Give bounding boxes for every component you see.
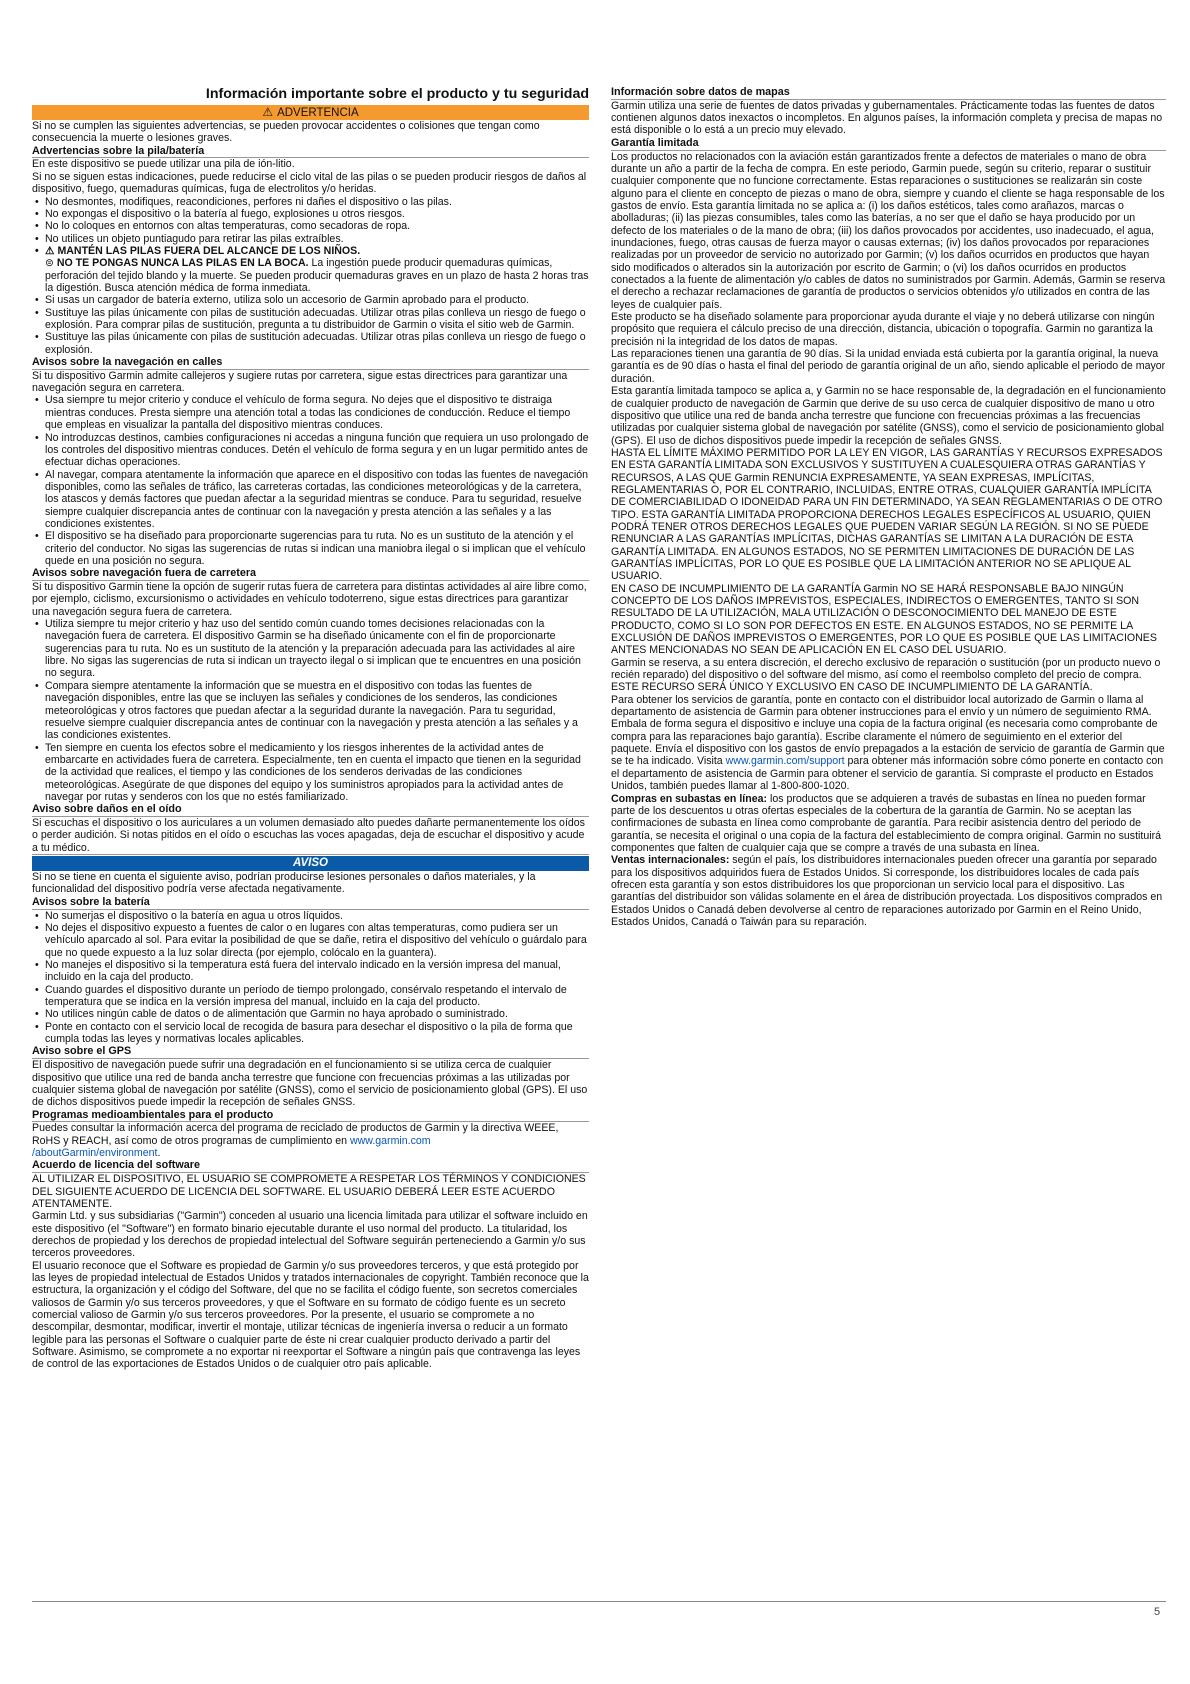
maps-heading: Información sobre datos de mapas [611,86,1166,100]
right-column [611,86,1166,928]
no-mouth-icon: ⊜ [45,257,57,270]
intl-paragraph [611,854,1166,928]
auction-text: los productos que se adquieren a través de subastas en línea no pueden formar parte de los descuentos u otras ofertas especiales de la cobertura de la garantía de Garmin. No se aceptan las confirmaciones de subasta en línea como comprobante de garantía. Para recibir asistencia dentro del periodo de garantía, se necesita el original o una copia de la factura del establecimiento de compra original. Garmin no sustituirá componentes que falten de cualquier caja que se compre a través de una subasta en línea. [611,792,1162,854]
gps-text: El dispositivo de navegación puede sufrir una degradación en el funcionamiento si se utiliza cerca de cualquier dispositivo que utilice una red de banda ancha terrestre que funcione con frecuencias próximas a las utilizadas por cualquier sistema global de navegación por satélite (GNSS), como el servicio de posicionamiento global (GPS). El uso de dichos dispositivos puede impedir la recepción de señales GNSS. [32,1059,588,1109]
list-item: • Ten siempre en cuenta los efectos sobre el medicamiento y los riesgos inherentes de la actividad antes de embarcarte en actividades fuera de carretera. Especialmente, ten en cuenta el impacto que tienen en la seguridad de la actividad que realices, el tiempo y las condiciones de los senderos derivadas de las condiciones meteorológicas. Asegúrate de que dispones del equipo y los suministros apropiados para la actividad antes de navegar por rutas y senderos con los que no estés familiarizado. [45,742,589,804]
list-item: • Utiliza siempre tu mejor criterio y haz uso del sentido común cuando tomes decisiones relacionadas con la navegación fuera de carretera. El dispositivo Garmin se ha diseñado únicamente con el fin de proporcionarte sugerencias para tu ruta. No es un sustituto de la atención y la preparación adecuada para las actividades al aire libre. No sigas las sugerencias de ruta si indican un trayecto ilegal o si implican que te encuentres en una posición no segura. [45,618,589,680]
warranty-p5: HASTA EL LÍMITE MÁXIMO PERMITIDO POR LA LEY EN VIGOR, LAS GARANTÍAS Y RECURSOS EXPRESADOS EN ESTA GARANTÍA LIMITADA SON EXCLUSIVOS Y SUSTITUYEN A CUALESQUIERA OTRAS GARANTÍAS Y RECURSOS, A LAS QUE Garmin RENUNCIA EXPRESAMENTE, YA SEAN EXPRESAS, IMPLÍCITAS, REGLAMENTARIAS O, POR EL CONTRARIO, INCLUIDAS, ENTRE OTRAS, CUALQUIER GARANTÍA IMPLÍCITA DE COMERCIABILIDAD O IDONEIDAD PARA UN FIN DETERMINADO, YA SEAN REGLAMENTARIAS O DE OTRO TIPO. ESTA GARANTÍA LIMITADA PROPORCIONA DERECHOS LEGALES ESPECÍFICOS AL USUARIO, QUIEN PODRÁ TENER OTROS DERECHOS LEGALES QUE PUEDEN VARIAR SEGÚN LA REGIÓN. SI NO SE PUEDE RENUNCIAR A LAS GARANTÍAS IMPLÍCITAS, DICHAS GARANTÍAS SE LIMITAN A LA DURACIÓN DE ESTA GARANTÍA LIMITADA. EN ALGUNOS ESTADOS, NO SE PERMITEN LIMITACIONES DE DURACIÓN DE LAS GARANTÍAS IMPLÍCITAS, POR LO QUE ES POSIBLE QUE LA LIMITACIÓN ANTERIOR NO SE APLIQUE AL USUARIO. [611,446,1163,583]
intl-label: Ventas internacionales: [611,854,730,867]
auction-label: Compras en subastas en línea: [611,792,768,805]
auction-paragraph [611,793,1166,855]
offroad-heading: Avisos sobre navegación fuera de carretera [32,567,589,581]
warranty-p3: Las reparaciones tienen una garantía de 90 días. Si la unidad enviada está cubierta por la garantía original, la nueva garantía es de 90 días o hasta el final del periodo de garantía original de un año, siendo aplicable el periodo de mayor duración. [611,348,1166,385]
battery-notice-heading: Avisos sobre la batería [32,896,589,910]
warranty-p8-a: Para obtener los servicios de garantía, ponte en contacto con el distribuidor local autorizado de Garmin o llama al departamento de asistencia de Garmin para obtener instrucciones para el envío y un número de seguimiento RMA. Embala de forma segura el dispositivo e incluye una copia de la factura original (es necesaria como comprobante de compra para las reparaciones bajo garantía). Escribe claramente el número de seguimiento en el exterior del paquete. Envía el dispositivo con los gastos de envío prepagados a la estación de servicio de garantía de Garmin que se te ha indicado. Visita [611,693,1165,768]
hearing-text: Si escuchas el dispositivo o los auriculares a un volumen demasiado alto puedes dañarte permanentemente los oídos o perder audición. Si notas pitidos en el oído o escuchas las voces apagadas, deja de escuchar el dispositivo y acude a tu médico. [32,817,589,855]
battery-list [32,196,589,356]
intl-text: según el país, los distribuidores internacionales pueden ofrecer una garantía por separado para los dispositivos adquiridos fuera de Estados Unidos. Si corresponde, los distribuidores locales de cada país ofrecen esta garantía y son estos distribuidores los que proporcionan un servicio local para el dispositivo. Las garantías del distribuidor son válidas solamente en el área de distribución proyectada. Los dispositivos comprados en Estados Unidos o Canadá deben devolverse al centro de reparaciones autorizado por Garmin en el Reino Unido, Estados Unidos, Canadá o Taiwán para su reparación. [611,854,1163,928]
warranty-p7: Garmin se reserva, a su entera discreción, el derecho exclusivo de reparación o sustitución (por un producto nuevo o recién reparado) del dispositivo o del software del mismo, así como el reembolso completo del precio de compra. ESTE RECURSO SERÁ ÚNICO Y EXCLUSIVO EN CASO DE INCUMPLIMIENTO DE LA GARANTÍA. [611,656,1161,694]
list-item: • No utilices ningún cable de datos o de alimentación que Garmin no haya aprobado o suministrado. [45,1008,589,1020]
page-number: 5 [1154,1606,1161,1618]
notice-banner: AVISO [32,856,589,871]
environment-link[interactable]: www.garmin.com /aboutGarmin/environment [32,1134,431,1160]
license-p3: El usuario reconoce que el Software es propiedad de Garmin y/o sus proveedores terceros, y que está protegido por las leyes de propiedad intelectual de Estados Unidos y tratados internacionales de copyright. También reconoce que la estructura, la organización y el código del Software, del que no se facilita el código fuente, son secretos comerciales valiosos de Garmin y/o sus terceros proveedores, y que el Software en su formato de código fuente es un secreto comercial valioso de Garmin y/o sus terceros proveedores. Por la presente, el usuario se compromete a no descompilar, desmontar, modificar, invertir el montaje, utilizar técnicas de ingeniería inversa o reducir a un formato legible para las personas el Software o cualquier parte de éste ni crear cualquier producto derivado a partir del Software. Asimismo, se compromete a no exportar ni reexportar el Software a ningún país que contravenga las leyes de control de las exportaciones de Estados Unidos o de cualquier otro país aplicable. [32,1259,589,1371]
list-item: • No dejes el dispositivo expuesto a fuentes de calor o en lugares con altas temperaturas, como pudiera ser un vehículo aparcado al sol. Para evitar la posibilidad de que se dañe, retira el dispositivo del vehículo o guárdalo para que no quede expuesto a la luz solar directa (por ejemplo, colócalo en la guantera). [45,922,589,959]
battery-notice-list [32,910,589,1046]
support-link[interactable]: www.garmin.com/support [725,755,845,768]
list-item: • Si usas un cargador de batería externo, utiliza solo un accesorio de Garmin aprobado para el producto. [45,294,589,306]
enviro-heading: Programas medioambientales para el producto [32,1109,589,1123]
warranty-heading: Garantía limitada [611,137,1166,151]
offroad-intro: Si tu dispositivo Garmin tiene la opción de sugerir rutas fuera de carretera para distintas actividades al aire libre como, por ejemplo, ciclismo, excursionismo o actividades en vehículo todoterreno, sigue estas directrices para garantizar una navegación segura fuera de carretera. [32,581,587,618]
page-title: Información importante sobre el producto y tu seguridad [205,86,589,102]
maps-text: Garmin utiliza una serie de fuentes de datos privadas y gubernamentales. Prácticamente todas las fuentes de datos contienen algunos datos inexactos o incompletos. En algunos países, la información completa y precisa de mapas no está disponible o lo está a un precio muy elevado. [611,99,1163,137]
license-heading: Acuerdo de licencia del software [32,1159,589,1173]
list-item [45,245,589,257]
list-item: • El dispositivo se ha diseñado para proporcionarte sugerencias para tu ruta. No es un sustituto de la atención y el criterio del conductor. No sigas las sugerencias de rutas si indican una maniobra ilegal o si implican que el vehículo quede en una posición no segura. [45,530,589,567]
list-item: • No introduzcas destinos, cambies configuraciones ni accedas a ninguna función que requiera un uso prolongado de los controles del dispositivo mientras conduces. Detén el vehículo de forma segura y en un lugar permitido antes de efectuar dichas operaciones. [45,432,589,469]
warranty-p8 [611,694,1166,793]
list-item: • No desmontes, modifiques, reacondiciones, perfores ni dañes el dispositivo o las pilas. [45,196,589,208]
street-list [32,394,589,567]
list-item: • No sumerjas el dispositivo o la batería en agua u otros líquidos. [45,910,589,922]
battery-heading: Advertencias sobre la pila/batería [32,145,589,159]
enviro-body: Puedes consultar la información acerca del programa de reciclado de productos de Garmin y la directiva WEEE, RoHS y REACH, así como de otros programas de cumplimiento en [32,1122,559,1147]
warning-intro: Si no se cumplen las siguientes advertencias, se pueden provocar accidentes o colisiones que tengan como consecuencia la muerte o lesiones graves. [32,120,540,145]
warranty-p1: Los productos no relacionados con la aviación están garantizados frente a defectos de materiales o mano de obra durante un año a partir de la fecha de compra. En este periodo, Garmin puede, según su criterio, reparar o sustituir cualquier componente que no funcione correctamente. Estas reparaciones o sustituciones se realizarán sin coste alguno para el cliente en concepto de piezas o mano de obra, siempre y cuando el cliente se haga responsable de los gastos de envío. Esta garantía limitada no se aplica a: (i) los daños estéticos, tales como arañazos, marcas o abolladuras; (ii) las piezas consumibles, tales como las baterías, a no ser que el daño se haya producido por un defecto de los materiales o de la mano de obra; (iii) los daños provocados por accidentes, uso inadecuado, el agua, inundaciones, fuego, otras causas de fuerza mayor o causas externas; (iv) los daños provocados por reparaciones realizadas por un proveedor de servicio no autorizado por Garmin; (v) los daños ocurridos en productos que hayan sido modificados o alterados sin la autorización por escrito de Garmin; o (vi) los daños ocurridos en productos conectados a la fuente de alimentación y/o cables de datos no suministrados por Garmin. Además, Garmin se reserva el derecho a rechazar reclamaciones de garantía de productos o servicios obtenidos y/o utilizados en contra de las leyes de cualquier país. [611,150,1166,311]
warning-label: ADVERTENCIA [277,107,359,119]
list-item: • Usa siempre tu mejor criterio y conduce el vehículo de forma segura. No dejes que el dispositivo te distraiga mientras conduces. Presta siempre una atención total a todas las condiciones de conducción. Reduce el tiempo que empleas en visualizar la pantalla del dispositivo mientras conduces. [45,394,589,431]
offroad-list [32,618,589,803]
warranty-p4: Esta garantía limitada tampoco se aplica a, y Garmin no se hace responsable de, la degradación en el funcionamiento de cualquier producto de navegación de Garmin que derive de su uso cerca de cualquier dispositivo de mano u otro dispositivo que utilice una red de banda ancha terrestre que funcione con frecuencias próximas a las frecuencias utilizadas por cualquier sistema global de navegación por satélite (GNSS), como el servicio de posicionamiento global (GPS). El uso de dichos dispositivos puede impedir la recepción de señales GNSS. [611,385,1166,447]
list-item: • Sustituye las pilas únicamente con pilas de sustitución adecuadas. Utilizar otras pilas conlleva un riesgo de fuego o explosión. [45,331,589,356]
list-item: • No lo coloques en entornos con altas temperaturas, como secadoras de ropa. [45,220,589,232]
battery-p2: Si no se siguen estas indicaciones, puede reducirse el ciclo vital de las pilas o se pueden producir riesgos de daños al dispositivo, fuego, quemaduras químicas, fuga de electrolitos y/o heridas. [32,170,587,196]
warranty-p8-b: para obtener más información sobre cómo ponerte en contacto con el departamento de asistencia de Garmin para obtener el servicio de garantía. Si compraste el producto en Estados Unidos, también puedes llamar al 1-800-800-1020. [611,755,1164,793]
left-column [32,86,589,1371]
list-item: • Cuando guardes el dispositivo durante un período de tiempo prolongado, consérvalo respetando el intervalo de temperatura que se indica en la versión impresa del manual, incluido en la caja del producto. [45,984,589,1009]
kids-warning: MANTÉN LAS PILAS FUERA DEL ALCANCE DE LOS NIÑOS. [57,244,361,257]
street-intro: Si tu dispositivo Garmin admite callejeros y sugiere rutas por carretera, sigue estas directrices para garantizar una navegación segura en carretera. [32,369,568,395]
list-item: • Ponte en contacto con el servicio local de recogida de basura para desechar el dispositivo o la pila de forma que cumpla todas las leyes y normativas locales aplicables. [45,1021,589,1046]
footer-rule [32,1601,1166,1602]
warranty-p2: Este producto se ha diseñado solamente para proporcionar ayuda durante el viaje y no deberá utilizarse con ningún propósito que requiera el cálculo preciso de una dirección, distancia, ubicación o topografía. Garmin no garantiza la precisión ni la integridad de los datos de mapas. [611,311,1155,348]
list-item: • Sustituye las pilas únicamente con pilas de sustitución adecuadas. Utilizar otras pilas conlleva un riesgo de fuego o explosión. Para comprar pilas de sustitución, pregunta a tu distribuidor de Garmin o visita el sitio web de Garmin. [45,307,589,332]
license-p1: AL UTILIZAR EL DISPOSITIVO, EL USUARIO SE COMPROMETE A RESPETAR LOS TÉRMINOS Y CONDICIONES DEL SIGUIENTE ACUERDO DE LICENCIA DEL SOFTWARE. EL USUARIO DEBERÁ LEER ESTE ACUERDO ATENTAMENTE. [32,1173,586,1210]
battery-p1: En este dispositivo se puede utilizar una pila de ión-litio. [32,158,295,171]
list-item: • No expongas el dispositivo o la batería al fuego, explosiones u otros riesgos. [45,208,589,220]
caution-triangle-icon: ⚠ [45,244,58,257]
hearing-heading: Aviso sobre daños en el oído [32,803,589,817]
mouth-warning: NO TE PONGAS NUNCA LAS PILAS EN LA BOCA. [56,257,309,270]
gps-heading: Aviso sobre el GPS [32,1045,589,1059]
notice-intro: Si no se tiene en cuenta el siguiente aviso, podrían producirse lesiones personales o daños materiales, y la funcionalidad del dispositivo podría verse afectada negativamente. [32,871,536,896]
street-heading: Avisos sobre la navegación en calles [32,356,589,370]
license-p2: Garmin Ltd. y sus subsidiarias ("Garmin") conceden al usuario una licencia limitada para utilizar el software incluido en este dispositivo (el "Software") en formato binario ejecutable durante el uso normal del producto. La titularidad, los derechos de propiedad y los derechos de propiedad intelectual del Software seguirán perteneciendo a Garmin y/o sus terceros proveedores. [32,1210,588,1260]
warning-banner [32,105,589,120]
enviro-end: . [157,1147,161,1160]
list-item: • Compara siempre atentamente la información que se muestra en el dispositivo con todas las fuentes de navegación disponibles, entre las que se incluyen las señales y condiciones de los senderos, las condiciones meteorológicas y otros factores que puedan afectar a la seguridad durante la navegación. Para tu seguridad, resuelve siempre cualquier discrepancia antes de continuar con la navegación y presta atención a las señales y a las condiciones existentes. [45,680,589,742]
enviro-text [32,1122,589,1159]
list-item [45,257,589,294]
list-item: • No utilices un objeto puntiagudo para retirar las pilas extraíbles. [45,233,589,245]
warning-triangle-icon: ⚠ [262,105,274,119]
mouth-text: La ingestión puede producir quemaduras químicas, perforación del tejido blando y la muerte. Se pueden producir quemaduras graves en un plazo de hasta 2 horas tras la digestión. Busca atención médica de forma inmediata. [45,257,589,294]
warranty-p6: EN CASO DE INCUMPLIMIENTO DE LA GARANTÍA Garmin NO SE HARÁ RESPONSABLE BAJO NINGÚN CONCEPTO DE LOS DAÑOS IMPREVISTOS, ESPECIALES, INDIRECTOS O EMERGENTES, TANTO SI SON RESULTADO DE LA UTILIZACIÓN, MALA UTILIZACIÓN O DESCONOCIMIENTO DEL MANEJO DE ESTE PRODUCTO, COMO SI LO SON POR DEFECTOS EN ESTE. EN ALGUNOS ESTADOS, NO SE PERMITE LA EXCLUSIÓN DE DAÑOS IMPREVISTOS O EMERGENTES, POR LO QUE ES POSIBLE QUE LAS LIMITACIONES ANTES MENCIONADAS NO SEAN DE APLICACIÓN EN EL CASO DEL USUARIO. [611,582,1157,657]
list-item: • Al navegar, compara atentamente la información que aparece en el dispositivo con todas las fuentes de navegación disponibles, como las señales de tráfico, las carreteras cortadas, las condiciones meteorológicas y de la carretera, los atascos y demás factores que puedan afectar a la seguridad mientras se conduce. Para tu seguridad, resuelve siempre cualquier discrepancia antes de continuar con la navegación y presta atención a las señales y a las condiciones existentes. [45,469,589,531]
list-item: • No manejes el dispositivo si la temperatura está fuera del intervalo indicado en la versión impresa del manual, incluido en la caja del producto. [45,959,589,984]
